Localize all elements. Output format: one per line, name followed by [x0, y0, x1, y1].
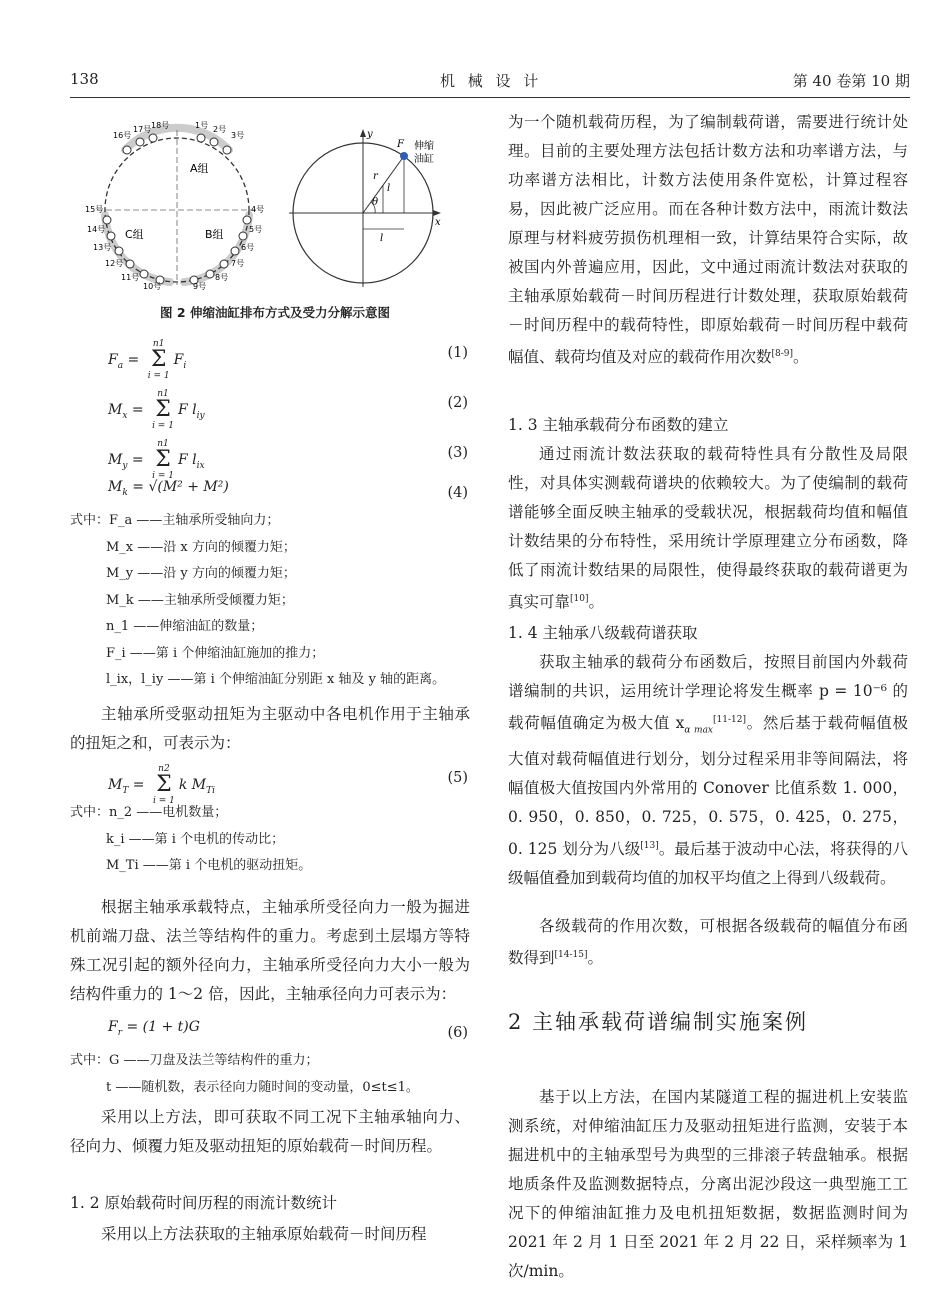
label-5: 5号 — [249, 225, 263, 234]
liy-label: l — [387, 183, 391, 194]
issue-label: 第 40 卷第 10 期 — [792, 72, 910, 90]
group-a-label: A组 — [190, 162, 209, 175]
label-10: 10号 — [143, 282, 162, 290]
cylinder-label-2: 油缸 — [414, 154, 434, 165]
label-8: 8号 — [215, 273, 229, 282]
equation-3: $M_y$ = n1 Σ i = 1 F $l_{ix}$ (3) — [108, 439, 468, 481]
equation-definitions-1: 式中：F_a ——主轴承所受轴向力； M_x ——沿 x 方向的倾覆力矩； M_y ——沿 y 方向的倾覆力矩； M_k ——主轴承所受倾覆力矩； n_1 ——伸缩油缸的数量； F_i ——第 i 个伸缩油缸施加的推力； l_ix，l_iy ——第 i 个伸缩油缸分别距 x 轴及 y 轴的距离。 — [70, 513, 446, 687]
label-6: 6号 — [241, 243, 255, 252]
paragraph-1-4: 获取主轴承的载荷分布函数后，按照目前国内外载荷谱编制的共识，运用统计学理论将发生概率 p = 10⁻⁶ 的载荷幅值确定为极大值 $x_{\alpha max}[11-12]$。然后基于载荷幅值极大值对载荷幅值进行划分，划分过程采用非等间隔法，将幅值极大值按国内外常用的 Conover 比值系数 1. 000，0. 950，0. 850，0. 725，0. 575，0. 425，0. 275，0. 125 划分为八级[13]。最后基于波动中心法，将获得的八级幅值叠加到载荷均值的加权平均值之上得到八级载荷。 — [508, 653, 908, 888]
paragraph-torque: 主轴承所受驱动扭矩为主驱动中各电机作用于主轴承的扭矩之和，可表示为： — [70, 705, 470, 752]
force-decomposition-diagram — [285, 125, 450, 290]
cylinder-label-1: 伸缩 — [414, 141, 434, 152]
label-14: 14号 — [87, 225, 106, 234]
subsection-1-4-heading: 1. 4 主轴承八级载荷谱获取 — [508, 624, 698, 642]
label-13: 13号 — [93, 243, 112, 252]
subsection-1-3-heading: 1. 3 主轴承载荷分布函数的建立 — [508, 416, 729, 434]
label-1: 1号 — [195, 121, 209, 130]
paragraph-load-count: 各级载荷的作用次数，可根据各级载荷的幅值分布函数得到[14-15]。 — [508, 917, 908, 968]
figure-caption: 图 2 伸缩油缸排布方式及受力分解示意图 — [160, 305, 390, 320]
group-c-label: C组 — [125, 228, 144, 241]
equation-5: $M_T$ = n2 Σ i = 1 k $M_{Ti}$ (5) — [108, 764, 468, 806]
equation-definitions-3: 式中：G ——刀盘及法兰等结构件的重力； t ——随机数，表示径向力随时间的变动量，0≤t≤1。 — [70, 1053, 419, 1095]
paragraph-section-2: 基于以上方法，在国内某隧道工程的掘进机上安装监测系统，对伸缩油缸压力及驱动扭矩进行监测，安装于本掘进机中的主轴承型号为典型的三排滚子转盘轴承。根据地质条件及监测数据特点，分离出泥沙段这一典型施工工况下的伸缩油缸推力及电机扭矩数据，数据监测时间为 2021 年 2 月 1 日至 2021 年 2 月 22 日，采样频率为 1 次/min。 — [508, 1088, 908, 1280]
paragraph-1-2-continued: 为一个随机载荷历程，为了编制载荷谱，需要进行统计处理。目前的主要处理方法包括计数方法和功率谱方法，与功率谱方法相比，计数方法使用条件宽松，计算过程容易，因此被广泛应用。而在各种计数方法中，雨流计数法原理与材料疲劳损伤机理相一致，计算结果符合实际，故被国内外普遍应用，因此，文中通过雨流计数法对获取的主轴承原始载荷－时间历程进行计数处理，获取原始载荷－时间历程中的载荷特性，即原始载荷－时间历程中载荷幅值、载荷均值及对应的载荷作用次数[8-9]。 — [508, 113, 908, 367]
label-16: 16号 — [113, 131, 132, 140]
section-2-heading: 2 主轴承载荷谱编制实施案例 — [508, 1010, 809, 1034]
page-number: 138 — [70, 70, 99, 88]
cylinder-layout-diagram — [85, 120, 270, 290]
label-11: 11号 — [121, 273, 140, 282]
paragraph-1-3: 通过雨流计数法获取的载荷特性具有分散性及局限性，对具体实测载荷谱块的依赖较大。为了使编制的载荷谱能够全面反映主轴承的受载状况，根据载荷均值和幅值计数结果的分布特性，采用统计学原理建立分布函数，降低了雨流计数结果的局限性，使得最终获取的载荷谱更为真实可靠[10]。 — [508, 445, 908, 612]
equation-2: $M_x$ = n1 Σ i = 1 F $l_{iy}$ (2) — [108, 389, 468, 431]
label-7: 7号 — [231, 259, 245, 268]
equation-6: $F_r = (1 + t)G$ (6) — [108, 1019, 468, 1041]
paragraph-1-2-start: 采用以上方法获取的主轴承原始载荷－时间历程 — [101, 1225, 427, 1243]
equation-4: $M_k = √(M^2 + M^2)$ (4) — [108, 479, 468, 501]
lix-label: l — [380, 233, 384, 244]
label-9: 9号 — [193, 282, 207, 290]
group-b-label: B组 — [205, 228, 224, 241]
r-label: r — [373, 171, 378, 182]
theta-label: θ — [372, 197, 379, 208]
equation-1: $F_a$ = n1 Σ i = 1 $F_i$ (1) — [108, 339, 468, 381]
label-3: 3号 — [231, 131, 245, 140]
x-axis-label: x — [435, 217, 441, 228]
paragraph-method: 采用以上方法，即可获取不同工况下主轴承轴向力、径向力、倾覆力矩及驱动扭矩的原始载荷－时间历程。 — [70, 1108, 470, 1155]
subsection-1-2-heading: 1. 2 原始载荷时间历程的雨流计数统计 — [70, 1194, 338, 1212]
label-18: 18号 — [151, 121, 170, 130]
journal-title: 机 械 设 计 — [440, 72, 543, 90]
label-12: 12号 — [105, 259, 124, 268]
y-axis-label: y — [367, 129, 373, 140]
equation-definitions-2: 式中：n_2 ——电机数量； k_i ——第 i 个电机的传动比； M_Ti ——第 i 个电机的驱动扭矩。 — [70, 805, 312, 873]
label-4: 4号 — [251, 205, 265, 214]
header-rule — [70, 97, 910, 98]
label-17: 17号 — [133, 125, 152, 134]
label-2: 2号 — [213, 125, 227, 134]
point-label: F — [397, 139, 404, 150]
paragraph-radial: 根据主轴承承载特点，主轴承所受径向力一般为掘进机前端刀盘、法兰等结构件的重力。考虑到土层塌方等特殊工况引起的额外径向力，主轴承所受径向力大小一般为结构件重力的 1～2 倍，因此，主轴承径向力可表示为： — [70, 898, 470, 1003]
label-15: 15号 — [85, 205, 104, 214]
